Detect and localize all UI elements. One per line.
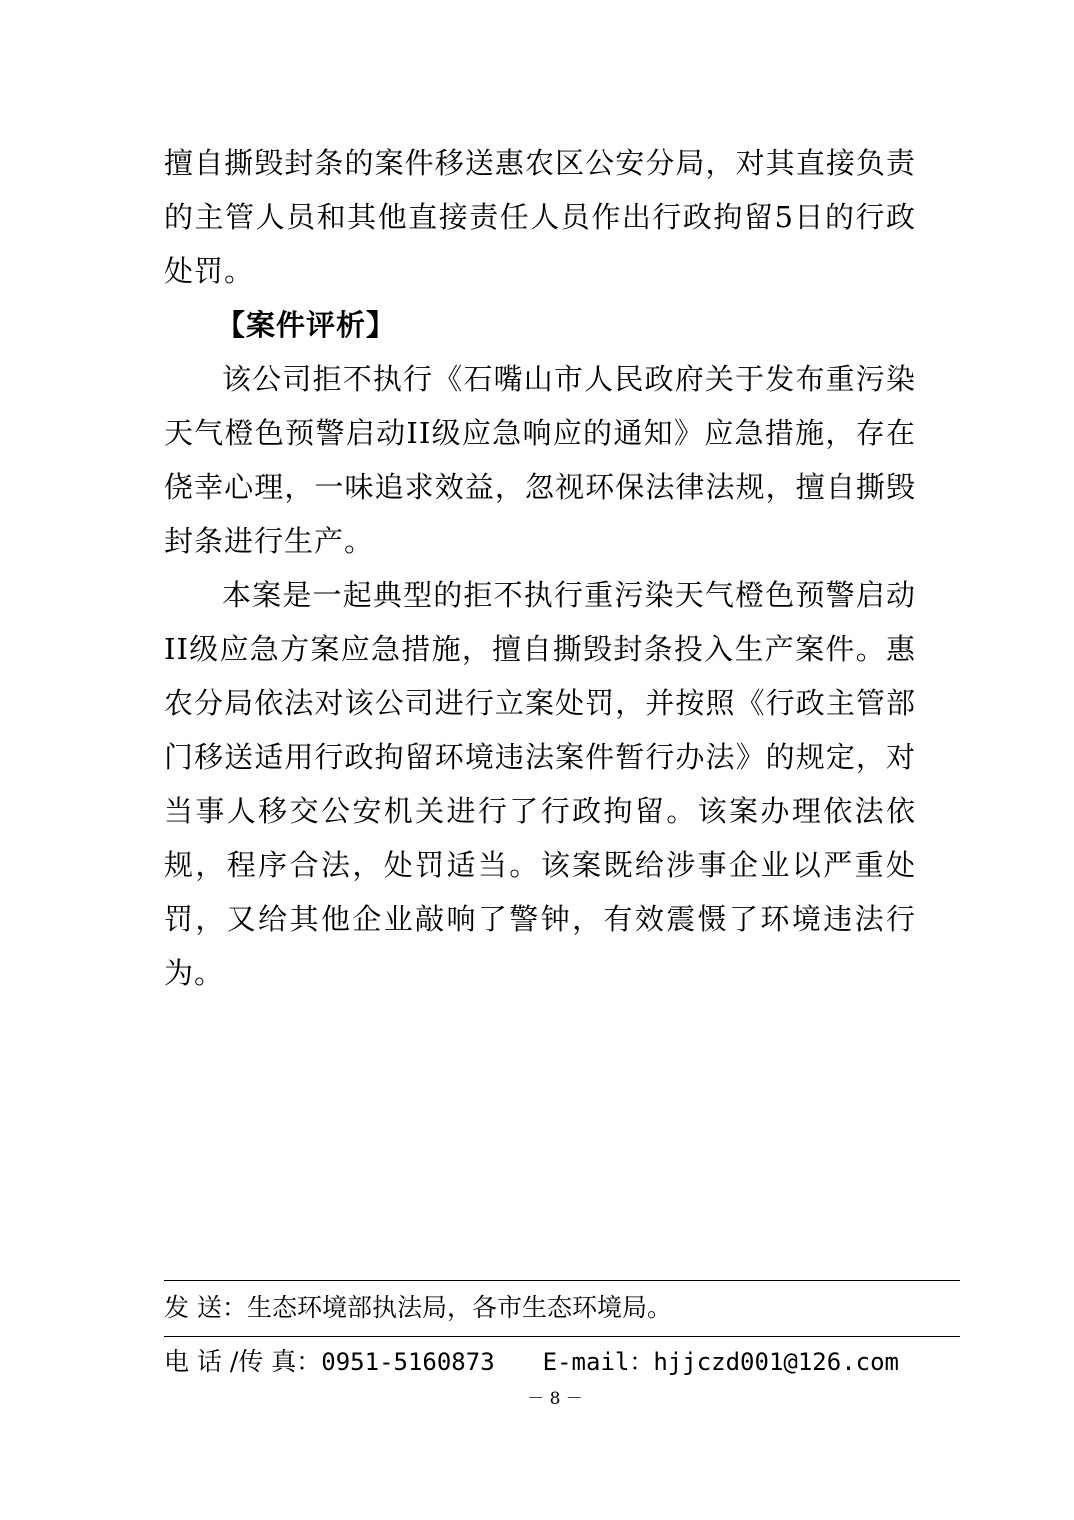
case-analysis-heading: 【案件评析】 xyxy=(216,308,397,342)
document-body xyxy=(164,136,916,1000)
footer-top-rule xyxy=(164,1280,960,1281)
phone-fax-label: 电 话 /传 真： xyxy=(164,1347,322,1376)
email-label: E-mail： xyxy=(542,1348,654,1376)
footer-middle-rule xyxy=(164,1336,960,1337)
analysis-paragraph-2: 本案是一起典型的拒不执行重污染天气橙色预警启动II级应急方案应急措施，擅自撕毁封条投入生产案件。惠农分局依法对该公司进行立案处罚，并按照《行政主管部门移送适用行政拘留环境违法案件暂行办法》的规定，对当事人移交公安机关进行了行政拘留。该案办理依法依规，程序合法，处罚适当。该案既给涉事企业以严重处罚，又给其他企业敲响了警钟，有效震慑了环境违法行为。 xyxy=(164,578,916,990)
continued-paragraph: 擅自撕毁封条的案件移送惠农区公安分局，对其直接负责的主管人员和其他直接责任人员作出行政拘留5日的行政处罚。 xyxy=(164,146,916,288)
phone-fax-value: 0951-5160873 xyxy=(321,1348,495,1376)
contact-line xyxy=(164,1344,899,1380)
send-to-value: 生态环境部执法局，各市生态环境局。 xyxy=(246,1293,672,1322)
email-value: hjjczd001@126.com xyxy=(653,1348,899,1376)
page-number: － 8 － xyxy=(527,1389,583,1409)
send-to-label: 发 送： xyxy=(164,1293,247,1322)
analysis-paragraph-1: 该公司拒不执行《石嘴山市人民政府关于发布重污染天气橙色预警启动II级应急响应的通知》应急措施，存在侥幸心理，一味追求效益，忽视环保法律法规，擅自撕毁封条进行生产。 xyxy=(164,362,916,558)
send-to-line xyxy=(164,1290,672,1326)
